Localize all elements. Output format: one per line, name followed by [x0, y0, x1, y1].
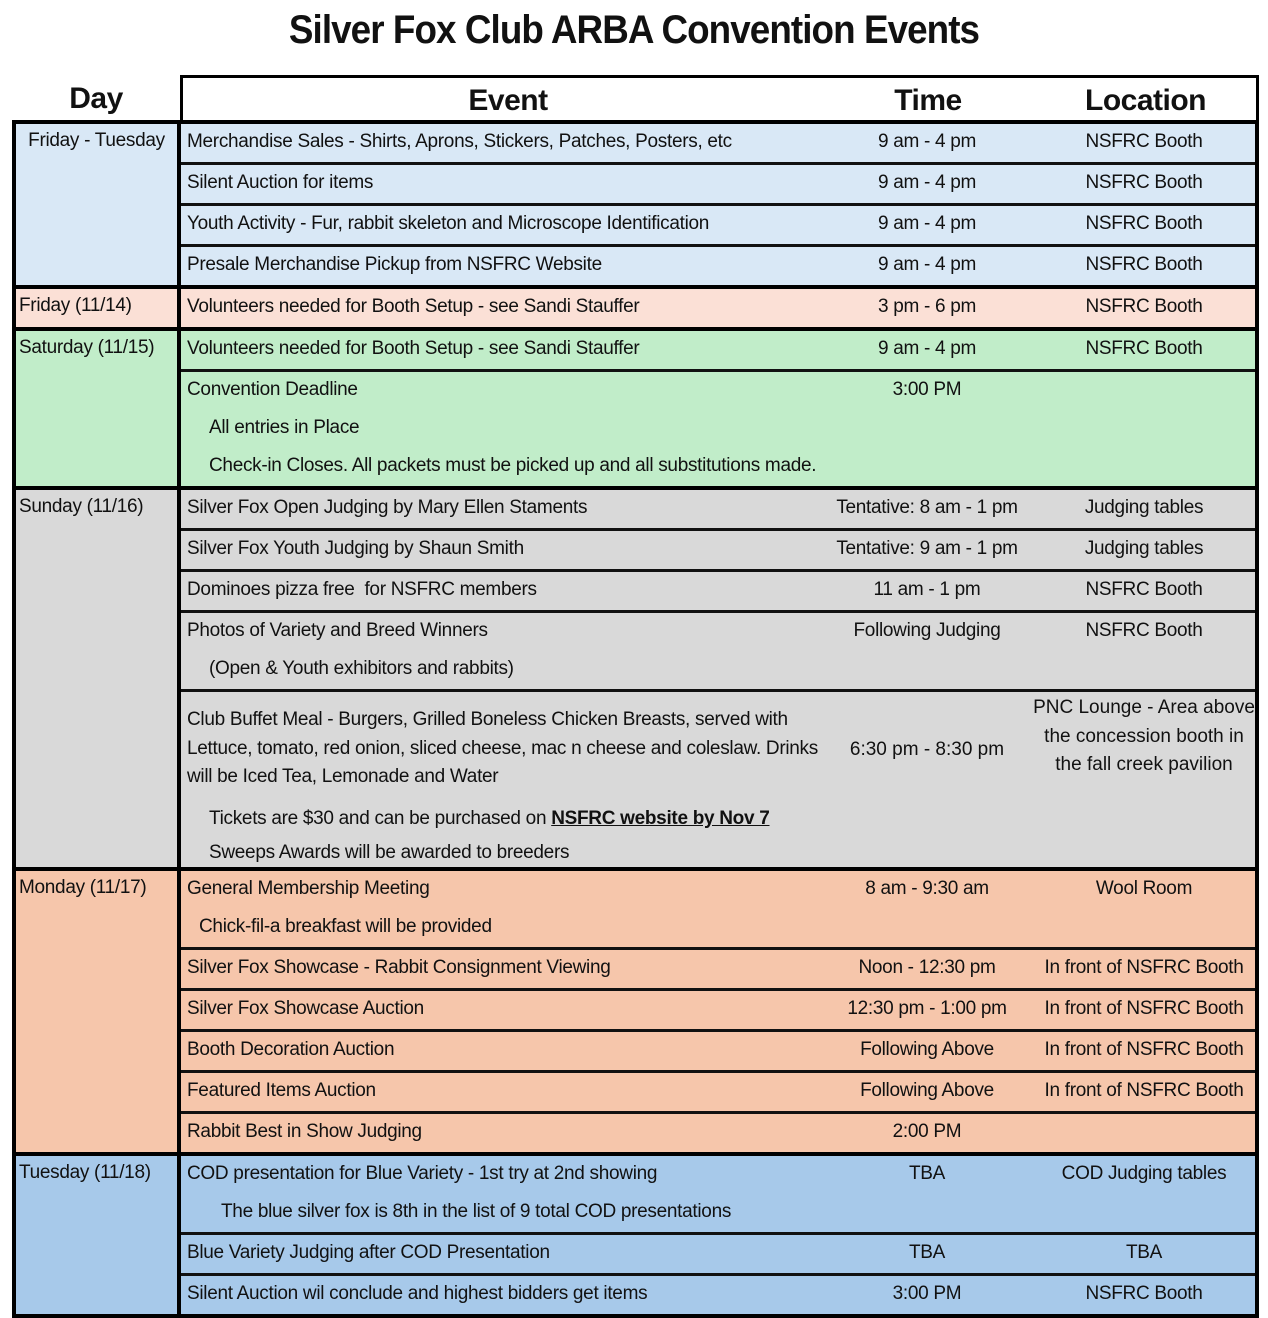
band-tuesday [12, 1152, 1259, 1318]
event-location: NSFRC Booth [1085, 338, 1203, 359]
event-location: NSFRC Booth [1085, 131, 1203, 152]
event-name: Rabbit Best in Show Judging [187, 1121, 422, 1142]
table-row [181, 988, 1255, 1029]
event-time: Tentative: 8 am - 1 pm [836, 497, 1018, 518]
table-row [181, 244, 1255, 285]
day-label: Tuesday (11/18) [16, 1156, 181, 1314]
event-name: Booth Decoration Auction [187, 1039, 395, 1060]
event-location: NSFRC Booth [1085, 1283, 1203, 1304]
table-row [181, 162, 1255, 203]
event-location: In front of NSFRC Booth [1044, 1080, 1244, 1101]
event-name: Silent Auction wil conclude and highest bidders get items [187, 1283, 648, 1304]
table-row [181, 871, 1255, 947]
band-friday-tuesday [12, 120, 1259, 285]
event-note: All entries in Place [209, 417, 360, 438]
event-location: NSFRC Booth [1085, 620, 1203, 641]
table-row [181, 369, 1255, 486]
event-name: Merchandise Sales - Shirts, Aprons, Stickers, Patches, Posters, etc [187, 131, 732, 152]
table-row [181, 1273, 1255, 1314]
table-row [181, 124, 1255, 162]
event-note: Sweeps Awards will be awarded to breeders [209, 842, 570, 863]
event-location: NSFRC Booth [1085, 172, 1203, 193]
event-name: Silver Fox Youth Judging by Shaun Smith [187, 538, 524, 559]
event-time: 9 am - 4 pm [877, 172, 977, 193]
event-location: NSFRC Booth [1085, 296, 1203, 317]
event-name: Silver Fox Open Judging by Mary Ellen Staments [187, 497, 588, 518]
event-time: 11 am - 1 pm [873, 579, 981, 600]
header-event: Event [468, 84, 548, 117]
band-friday [12, 285, 1259, 327]
table-row [181, 569, 1255, 610]
band-saturday [12, 327, 1259, 486]
event-time: 9 am - 4 pm [877, 213, 977, 234]
event-location: PNC Lounge - Area above the concession booth in the fall creek pavilion [1033, 697, 1255, 775]
day-label: Friday - Tuesday [16, 124, 181, 285]
event-name: Blue Variety Judging after COD Presentation [187, 1242, 550, 1263]
day-label: Sunday (11/16) [16, 490, 181, 867]
event-time: 9 am - 4 pm [877, 338, 977, 359]
table-row [181, 1111, 1255, 1152]
event-location: In front of NSFRC Booth [1044, 957, 1244, 978]
table-row [181, 1070, 1255, 1111]
nsfrc-website-link[interactable]: NSFRC website by Nov 7 [551, 808, 770, 829]
header-location: Location [1085, 84, 1206, 117]
header-time: Time [894, 84, 962, 117]
event-name: Volunteers needed for Booth Setup - see Sandi Stauffer [187, 296, 640, 317]
event-name: COD presentation for Blue Variety - 1st try at 2nd showing [187, 1163, 658, 1184]
event-location: In front of NSFRC Booth [1044, 1039, 1244, 1060]
event-location: COD Judging tables [1061, 1163, 1227, 1184]
event-time: Following Above [860, 1039, 994, 1060]
event-name: Club Buffet Meal - Burgers, Grilled Boneless Chicken Breasts, served with Lettuce, tomato, red onion, sliced cheese, mac n cheese and coleslaw. Drinks will be Iced Tea, Lemonade and Water [187, 709, 818, 787]
event-time: Following Above [860, 1080, 994, 1101]
event-note: Chick-fil-a breakfast will be provided [199, 916, 492, 937]
event-time: 12:30 pm - 1:00 pm [847, 998, 1007, 1019]
event-location: Wool Room [1095, 878, 1193, 899]
event-time: Following Judging [853, 620, 1001, 641]
tickets-text: Tickets are $30 and can be purchased on [209, 808, 552, 829]
table-row [181, 1232, 1255, 1273]
event-time: 3:00 PM [892, 1283, 962, 1304]
event-time: Tentative: 9 am - 1 pm [836, 538, 1018, 559]
event-location: In front of NSFRC Booth [1044, 998, 1244, 1019]
event-name: Dominoes pizza free for NSFRC members [187, 579, 537, 600]
event-time: 6:30 pm - 8:30 pm [849, 739, 1005, 760]
event-name: Photos of Variety and Breed Winners [187, 620, 488, 641]
event-time: Noon - 12:30 pm [858, 957, 996, 978]
event-name: Youth Activity - Fur, rabbit skeleton and Microscope Identification [187, 213, 710, 234]
event-name: Featured Items Auction [187, 1080, 376, 1101]
event-time: TBA [908, 1163, 946, 1184]
event-note [209, 808, 770, 830]
schedule-table [12, 120, 1259, 1318]
table-row [181, 289, 1255, 327]
event-time: TBA [908, 1242, 946, 1263]
event-note: Check-in Closes. All packets must be picked up and all substitutions made. [209, 455, 817, 476]
page-title: Silver Fox Club ARBA Convention Events [288, 8, 980, 52]
event-location: NSFRC Booth [1085, 254, 1203, 275]
event-time: 3:00 PM [892, 379, 962, 400]
table-row-buffet [181, 689, 1255, 867]
event-note: (Open & Youth exhibitors and rabbits) [209, 658, 514, 679]
event-time: 8 am - 9:30 am [865, 878, 989, 899]
table-row [181, 203, 1255, 244]
event-name: Volunteers needed for Booth Setup - see Sandi Stauffer [187, 338, 640, 359]
table-row [181, 528, 1255, 569]
day-label: Saturday (11/15) [16, 331, 181, 486]
header-day: Day [69, 82, 123, 115]
table-header [180, 75, 1259, 120]
band-sunday [12, 486, 1259, 867]
event-location: Judging tables [1084, 497, 1204, 518]
event-name: Presale Merchandise Pickup from NSFRC Website [187, 254, 602, 275]
event-time: 9 am - 4 pm [877, 131, 977, 152]
event-name: Silent Auction for items [187, 172, 374, 193]
event-location: NSFRC Booth [1085, 213, 1203, 234]
table-row [181, 490, 1255, 528]
event-time: 2:00 PM [892, 1121, 962, 1142]
event-note: The blue silver fox is 8th in the list of 9 total COD presentations [221, 1201, 732, 1222]
event-name: Silver Fox Showcase Auction [187, 998, 424, 1019]
table-row [181, 1029, 1255, 1070]
band-monday [12, 867, 1259, 1152]
table-row [181, 610, 1255, 689]
event-time: 9 am - 4 pm [877, 254, 977, 275]
event-location: NSFRC Booth [1085, 579, 1203, 600]
event-location: Judging tables [1084, 538, 1204, 559]
day-label: Friday (11/14) [16, 289, 181, 327]
event-name: Silver Fox Showcase - Rabbit Consignment Viewing [187, 957, 611, 978]
table-row [181, 947, 1255, 988]
event-name: General Membership Meeting [187, 878, 430, 899]
event-location: TBA [1125, 1242, 1163, 1263]
event-name: Convention Deadline [187, 379, 358, 400]
day-label: Monday (11/17) [16, 871, 181, 1152]
table-row [181, 1156, 1255, 1232]
table-row [181, 331, 1255, 369]
event-time: 3 pm - 6 pm [877, 296, 977, 317]
